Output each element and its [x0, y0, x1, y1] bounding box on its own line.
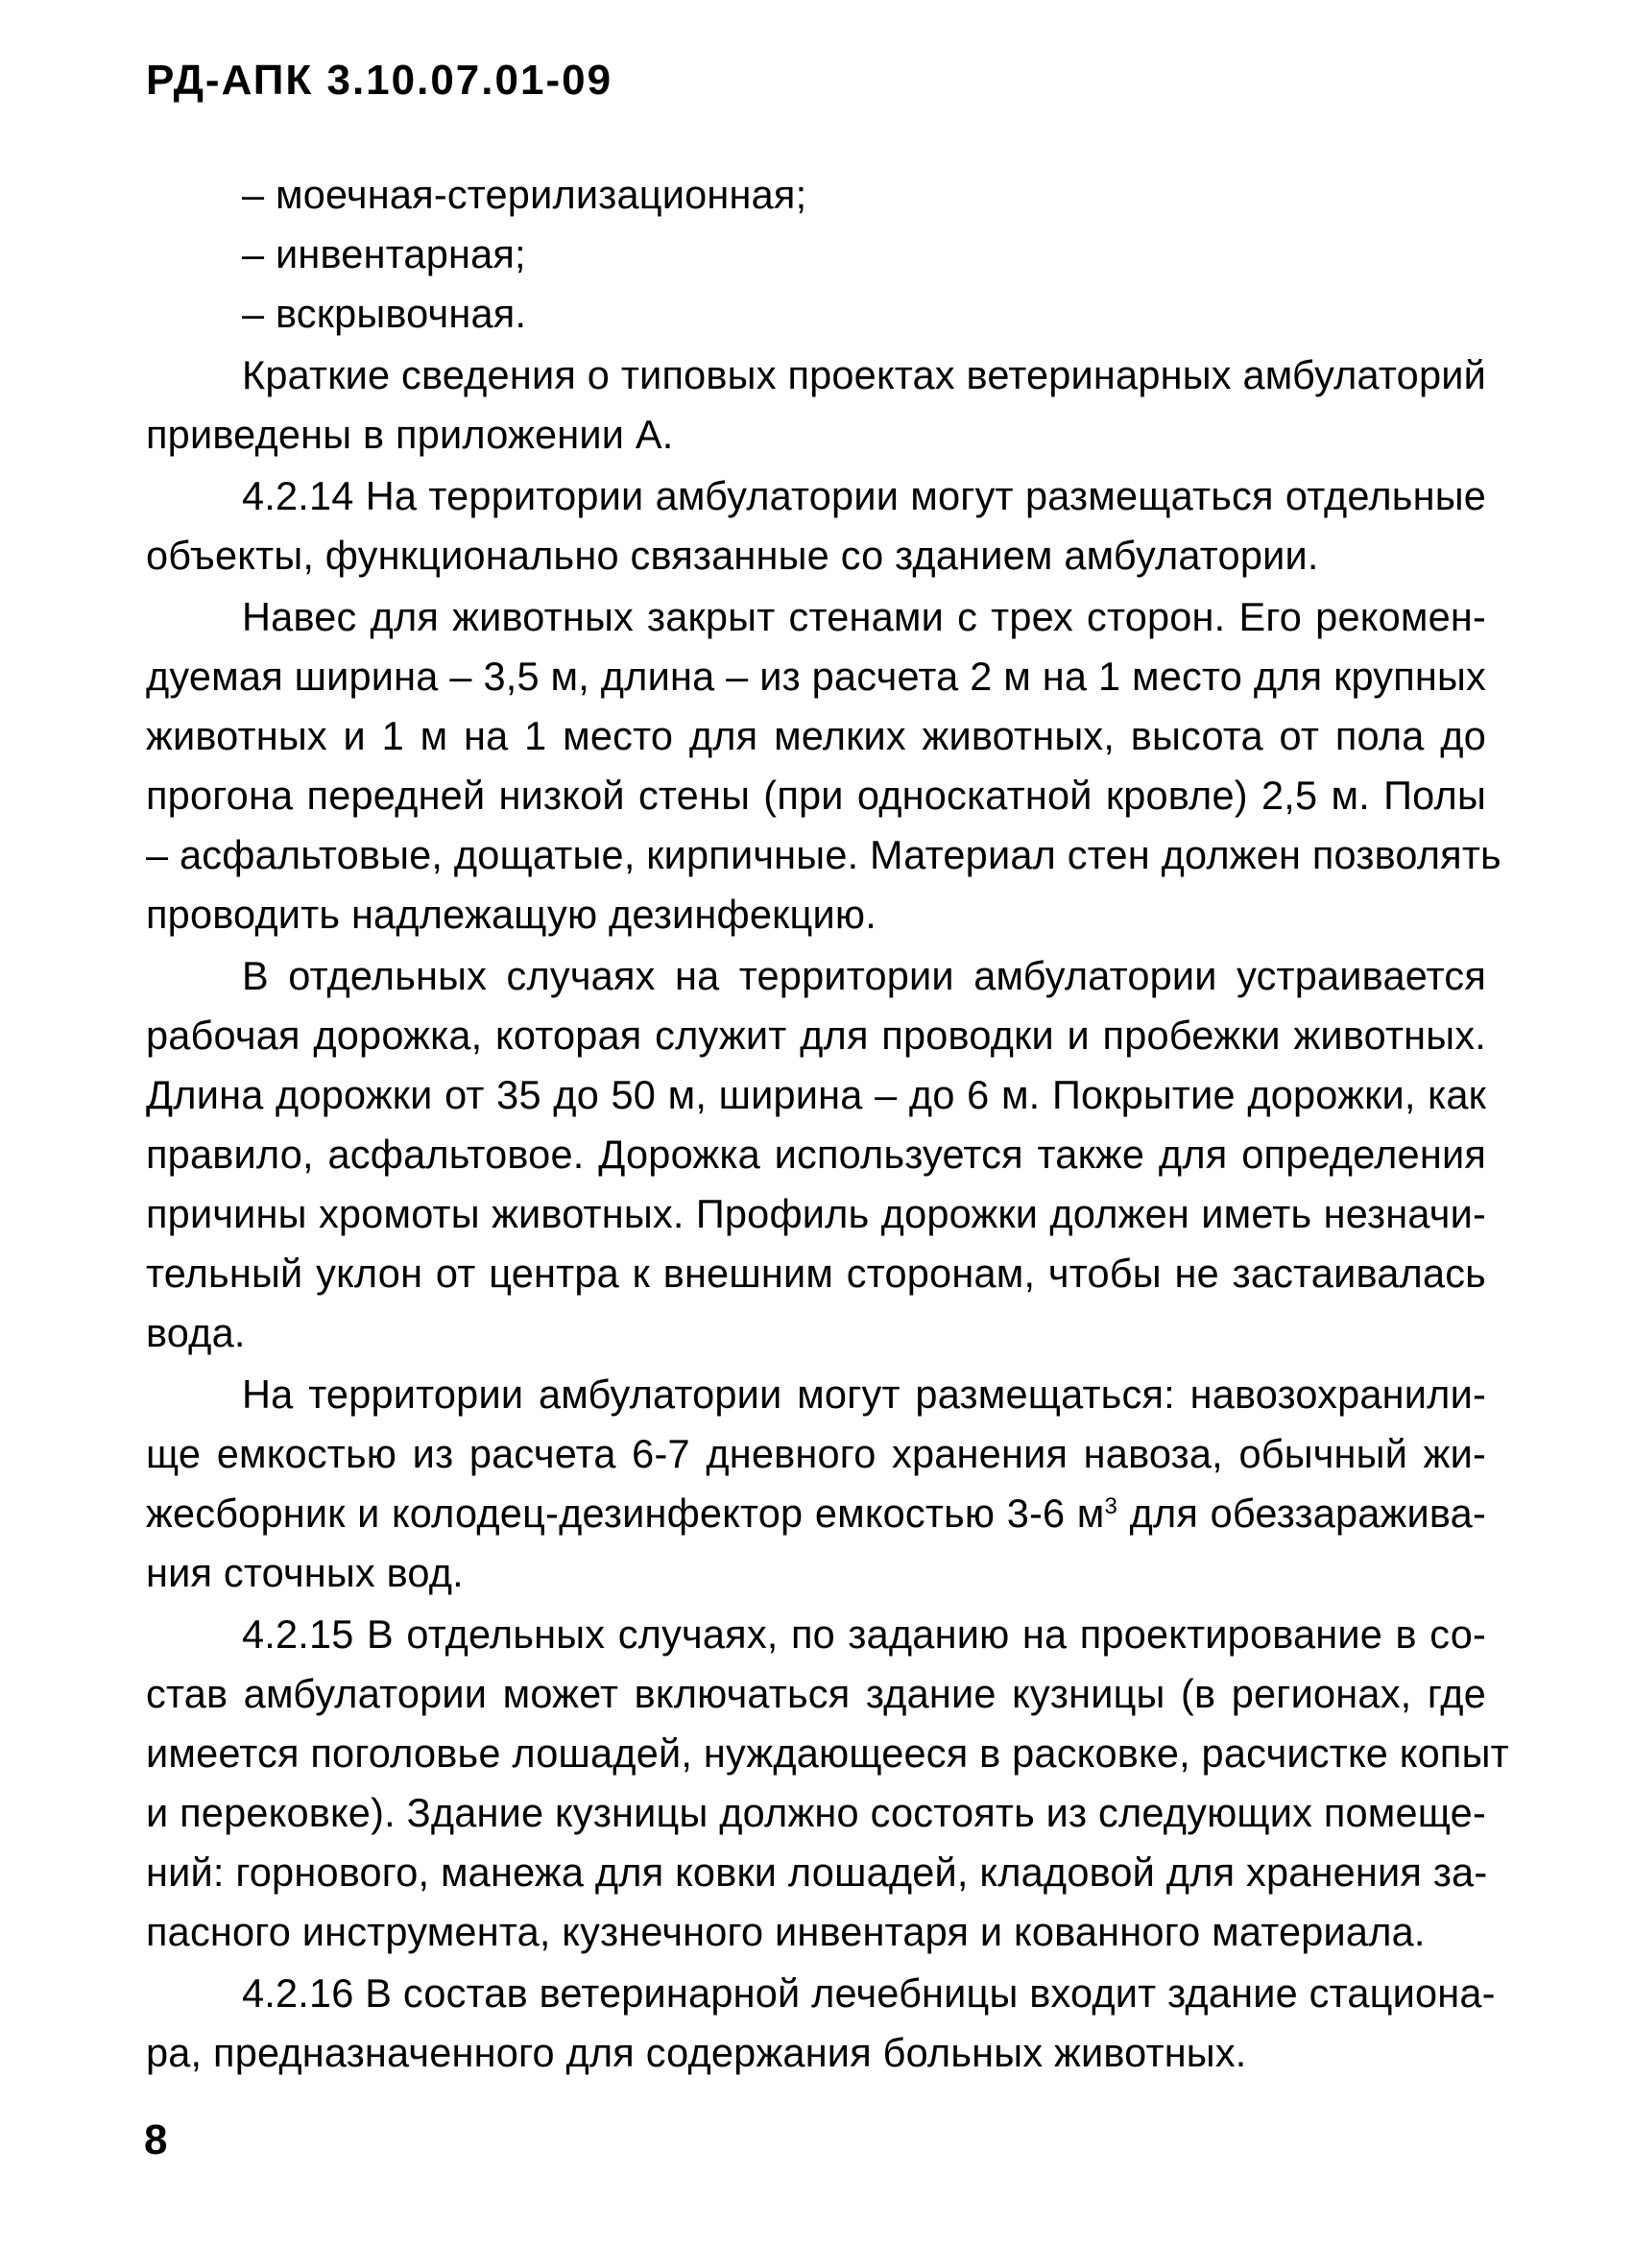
paragraph-manure-storage	[146, 1365, 1486, 1603]
text-line: 4.2.14 На территории амбулатории могут размещаться отдельные	[242, 473, 1486, 518]
paragraph-appendix-note	[146, 346, 1486, 465]
text-line: Краткие сведения о типовых проектах ветеринарных амбулаторий	[242, 352, 1486, 397]
text-line: правило, асфальтовое. Дорожка используется также для определения	[146, 1132, 1486, 1177]
list-item: – вскрывочная.	[242, 291, 527, 336]
text-line: ния сточных вод.	[146, 1550, 464, 1595]
text-fragment: жесборник и колодец-дезинфектор емкостью 3-6 м	[146, 1491, 1105, 1536]
text-line: пасного инструмента, кузнечного инвентаря и кованного материала.	[146, 1909, 1426, 1954]
list-item: – моечная-стерилизационная;	[242, 172, 807, 217]
text-line: дуемая ширина – 3,5 м, длина – из расчета 2 м на 1 место для крупных	[146, 654, 1486, 699]
text-line: На территории амбулатории могут размещаться: навозохранили-	[242, 1372, 1486, 1417]
text-line: рабочая дорожка, которая служит для проводки и пробежки животных.	[146, 1013, 1486, 1058]
text-line: проводить надлежащую дезинфекцию.	[146, 892, 877, 937]
text-line: – асфальтовые, дощатые, кирпичные. Материал стен должен позволять	[146, 832, 1501, 877]
text-line: Навес для животных закрыт стенами с трех сторон. Его рекомен-	[242, 594, 1486, 639]
text-line: имеется поголовье лошадей, нуждающееся в расковке, расчистке копыт	[146, 1731, 1509, 1776]
text-line: 4.2.15 В отдельных случаях, по заданию на проектирование в со-	[242, 1611, 1486, 1657]
document-code-header: РД-АПК 3.10.07.01-09	[146, 57, 613, 104]
document-body	[146, 165, 1509, 2083]
text-line: ра, предназначенного для содержания больных животных.	[146, 2030, 1247, 2075]
paragraph-4-2-14	[146, 466, 1486, 585]
text-line: ний: горнового, манежа для ковки лошадей, кладовой для хранения за-	[146, 1850, 1488, 1895]
text-line: став амбулатории может включаться здание кузницы (в регионах, где	[146, 1671, 1486, 1716]
text-line: В отдельных случаях на территории амбулатории устраивается	[242, 953, 1486, 998]
superscript-cubic: 3	[1104, 1493, 1118, 1519]
text-line: животных и 1 м на 1 место для мелких животных, высота от пола до	[146, 713, 1486, 758]
text-line: и перековке). Здание кузницы должно состоять из следующих помеще-	[146, 1790, 1486, 1835]
text-line: 4.2.16 В состав ветеринарной лечебницы входит здание стациона-	[242, 1970, 1496, 2016]
paragraph-4-2-16	[146, 1964, 1496, 2083]
paragraph-work-track	[146, 946, 1486, 1363]
paragraph-shelter	[146, 587, 1501, 944]
text-line-with-superscript	[146, 1484, 1486, 1543]
page-number: 8	[144, 2116, 168, 2163]
text-line: приведены в приложении А.	[146, 412, 674, 457]
text-line: тельный уклон от центра к внешним сторонам, чтобы не застаивалась	[146, 1251, 1486, 1296]
text-line: ще емкостью из расчета 6-7 дневного хранения навоза, обычный жи-	[146, 1431, 1486, 1476]
text-fragment: для обеззаражива-	[1117, 1491, 1486, 1536]
text-line: прогона передней низкой стены (при односкатной кровле) 2,5 м. Полы	[146, 773, 1486, 818]
text-line: причины хромоты животных. Профиль дорожки должен иметь незначи-	[146, 1191, 1486, 1236]
paragraph-4-2-15	[146, 1605, 1509, 1962]
text-line: Длина дорожки от 35 до 50 м, ширина – до 6 м. Покрытие дорожки, как	[146, 1072, 1486, 1117]
text-line: объекты, функционально связанные со зданием амбулатории.	[146, 533, 1319, 578]
text-line: вода.	[146, 1310, 246, 1355]
list-item: – инвентарная;	[242, 231, 526, 276]
